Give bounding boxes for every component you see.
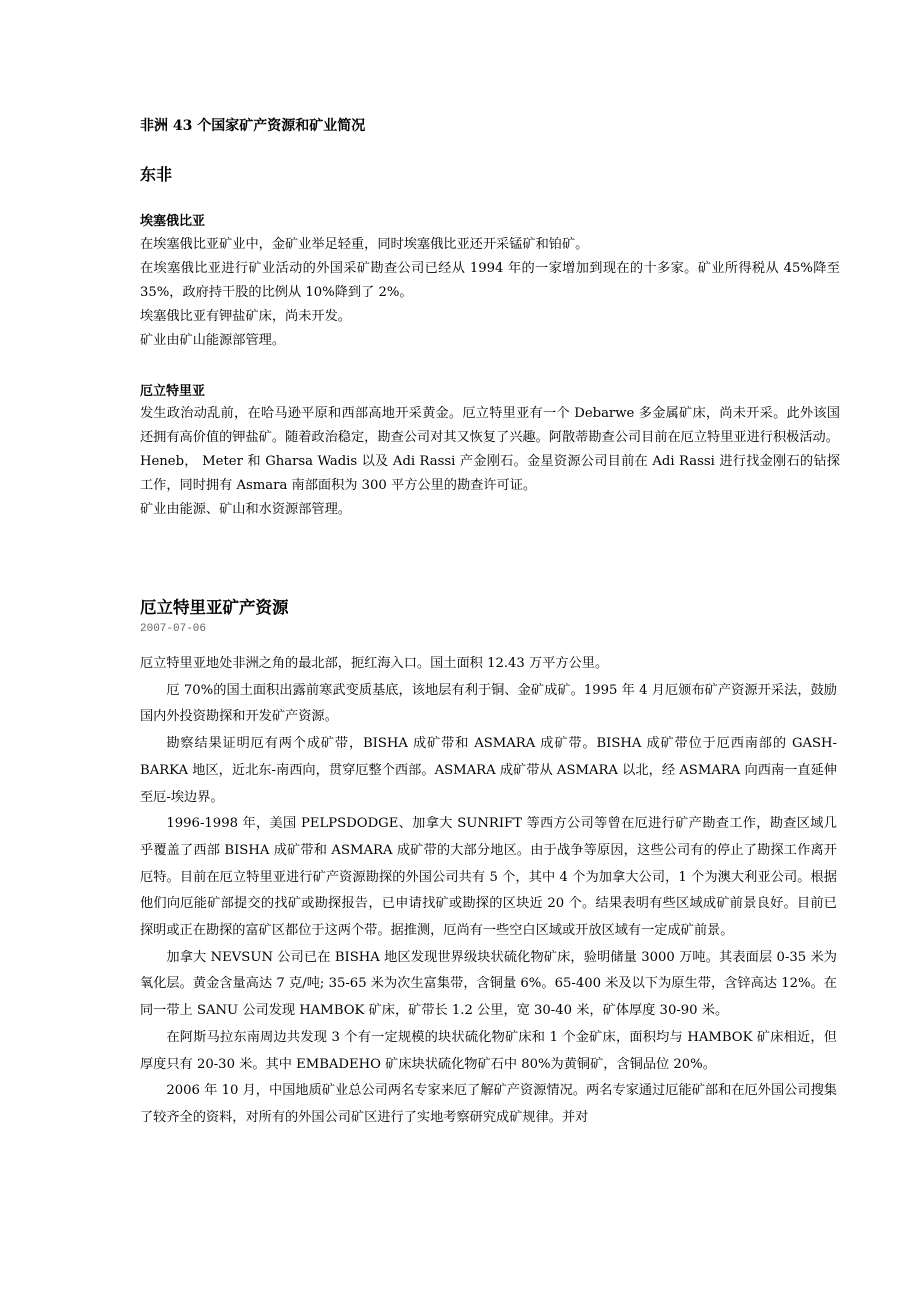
article-paragraph: 加拿大 NEVSUN 公司已在 BISHA 地区发现世界级块状硫化物矿床，验明储量 3000 万吨。其表面层 0-35 米为氧化层。黄金含量高达 7 克/吨; 35-65 米为次生富集带，含铜量 6%。65-400 米及以下为原生带，含锌高达 12%。在同一带上 SANU 公司发现 HAMBOK 矿床，矿带长 1.2 公里，宽 30-40 米，矿体厚度 30-90 米。 — [140, 949, 837, 1019]
article-title: 厄立特里亚矿产资源 — [140, 598, 289, 617]
article-paragraph: 1996-1998 年，美国 PELPSDODGE、加拿大 SUNRIFT 等西方公司等曾在厄进行矿产勘查工作，勘查区域几乎覆盖了西部 BISHA 成矿带和 ASMARA 成矿带的大部分地区。由于战争等原因，这些公司有的停止了勘探工作离开厄特。目前在厄立特里亚进行矿产资源勘探的外国公司共有 5 个，其中 4 个为加拿大公司，1 个为澳大利亚公司。根据他们向厄能矿部提交的找矿或勘探报告，已申请找矿或勘探的区块近 20 个。结果表明有些区域成矿前景良好。目前已探明或正在勘探的富矿区都位于这两个带。据推测，厄尚有一些空白区域或开放区域有一定成矿前景。 — [140, 816, 837, 939]
paragraph: 在埃塞俄比亚矿业中，金矿业举足轻重，同时埃塞俄比亚还开采锰矿和铂矿。 — [140, 237, 589, 252]
region-heading: 东非 — [140, 165, 173, 184]
paragraph: 在埃塞俄比亚进行矿业活动的外国采矿勘查公司已经从 1994 年的一家增加到现在的十多家。矿业所得税从 45%降至 35%，政府持干股的比例从 10%降到了 2%。 — [140, 261, 840, 300]
country-heading-eritrea: 厄立特里亚 — [140, 384, 206, 399]
article-paragraph: 2006 年 10 月，中国地质矿业总公司两名专家来厄了解矿产资源情况。两名专家通过厄能矿部和在厄外国公司搜集了较齐全的资料，对所有的外国公司矿区进行了实地考察研究成矿规律。并对 — [140, 1083, 837, 1125]
article-body — [140, 651, 837, 1132]
article-paragraph: 勘察结果证明厄有两个成矿带，BISHA 成矿带和 ASMARA 成矿带。BISHA 成矿带位于厄西南部的 GASH-BARKA 地区，近北东-南西向，贯穿厄整个西部。ASMARA 成矿带从 ASMARA 以北，经 ASMARA 向西南一直延伸至厄-埃边界。 — [140, 736, 837, 805]
paragraph: Heneb， Meter 和 Gharsa Wadis 以及 Adi Rassi 产金刚石。金星资源公司目前在 Adi Rassi 进行找金刚石的钻探工作，同时拥有 Asmara 南部面积为 300 平方公里的勘查许可证。 — [140, 454, 840, 493]
document-title: 非洲 43 个国家矿产资源和矿业简况 — [140, 118, 366, 134]
paragraph: 矿业由矿山能源部管理。 — [140, 333, 286, 348]
article-date: 2007-07-06 — [140, 623, 207, 635]
country-heading-ethiopia: 埃塞俄比亚 — [140, 214, 206, 229]
article-paragraph: 在阿斯马拉东南周边共发现 3 个有一定规模的块状硫化物矿床和 1 个金矿床，面积均与 HAMBOK 矿床相近，但厚度只有 20-30 米。其中 EMBADEHO 矿床块状硫化物矿石中 80%为黄铜矿，含铜品位 20%。 — [140, 1029, 837, 1072]
paragraph: 发生政治动乱前，在哈马逊平原和西部高地开采黄金。厄立特里亚有一个 Debarwe 多金属矿床，尚未开采。此外该国还拥有高价值的钾盐矿。随着政治稳定，勘查公司对其又恢复了兴趣。阿散蒂勘查公司目前在厄立特里亚进行积极活动。 — [140, 406, 840, 445]
section-eritrea — [140, 402, 840, 522]
article-paragraph: 厄立特里亚地处非洲之角的最北部，扼红海入口。国土面积 12.43 万平方公里。 — [140, 656, 609, 671]
paragraph: 矿业由能源、矿山和水资源部管理。 — [140, 502, 351, 517]
paragraph: 埃塞俄比亚有钾盐矿床，尚未开发。 — [140, 309, 351, 324]
section-ethiopia — [140, 233, 840, 353]
article-paragraph: 厄 70%的国土面积出露前寒武变质基底，该地层有利于铜、金矿成矿。1995 年 4 月厄颁布矿产资源开采法，鼓励国内外投资勘探和开发矿产资源。 — [140, 682, 837, 725]
